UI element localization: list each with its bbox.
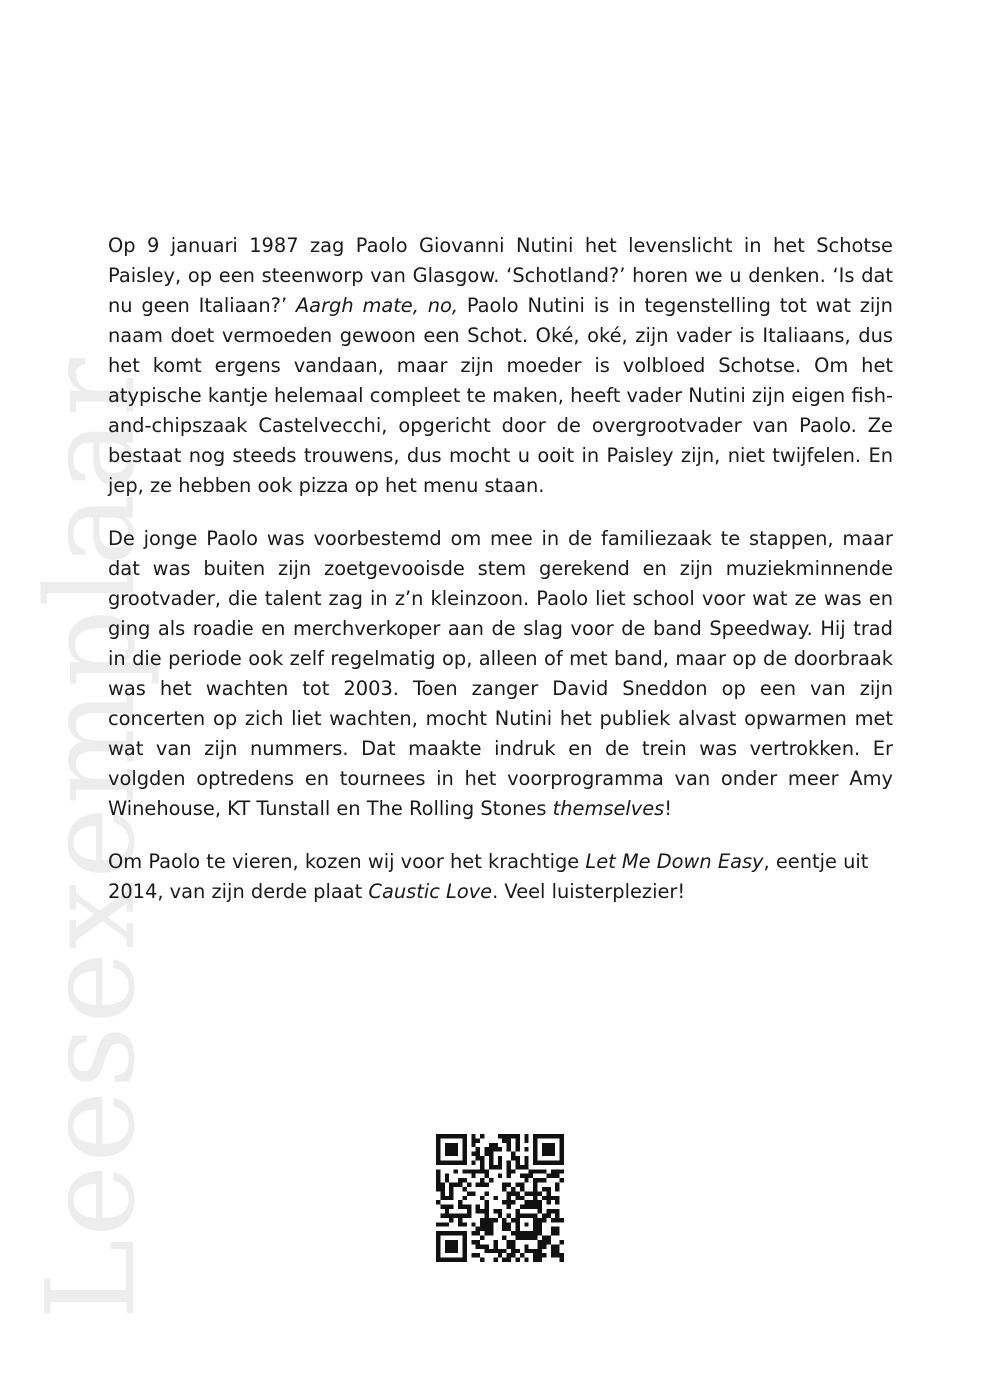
paragraph-intro — [108, 231, 893, 501]
song-title: Let Me Down Easy — [585, 850, 764, 873]
paragraph-text: ! — [664, 797, 673, 820]
paragraph-text: Op 9 januari 1987 zag Paolo Giovanni Nutini het levenslicht in het Schotse Paisley, op een steenworp van Glasgow. ‘Schotland?’ horen we u denken. ‘Is dat nu geen Italiaan?’ — [108, 234, 893, 317]
paragraph-text: , eentje uit 2014, van zijn derde plaat — [108, 850, 869, 903]
qr-code-icon[interactable] — [436, 1134, 564, 1262]
paragraph-text: Om Paolo te vieren, kozen wij voor het krachtige — [108, 850, 586, 873]
qr-code-graphic — [436, 1134, 564, 1262]
paragraph-career — [108, 524, 893, 824]
italic-phrase: Aargh mate, no, — [295, 294, 459, 317]
album-title: Caustic Love — [368, 880, 493, 903]
watermark-text: Leesexemplaar — [20, 356, 162, 1320]
paragraph-text: . Veel luisterplezier! — [492, 880, 686, 903]
paragraph-song — [108, 847, 893, 907]
article-body — [108, 231, 893, 930]
paragraph-text: Paolo Nutini is in tegenstelling tot wat zijn naam doet vermoeden gewoon een Schot. Oké, oké, zijn vader is Italiaans, dus het komt ergens vandaan, maar zijn moeder is volbloed Schotse. Om het atypische kantje helemaal compleet te maken, heeft vader Nutini zijn eigen fish-and-chipszaak Castelvecchi, opgericht door de overgrootvader van Paolo. Ze bestaat nog steeds trouwens, dus mocht u ooit in Paisley zijn, niet twijfelen. En jep, ze hebben ook pizza op het menu staan. — [108, 294, 893, 497]
paragraph-text: De jonge Paolo was voorbestemd om mee in de familiezaak te stappen, maar dat was buiten zijn zoetgevooisde stem gerekend en zijn muziekminnende grootvader, die talent zag in z’n kleinzoon. Paolo liet school voor wat ze was en ging als roadie en merchverkoper aan de slag voor de band Speedway. Hij trad in die periode ook zelf regelmatig op, alleen of met band, maar op de doorbraak was het wachten tot 2003. Toen zanger David Sneddon op een van zijn concerten op zich liet wachten, mocht Nutini het publiek alvast opwarmen met wat van zijn nummers. Dat maakte indruk en de trein was vertrokken. Er volgden optredens en tournees in het voorprogramma van onder meer Amy Winehouse, KT Tunstall en The Rolling Stones — [108, 527, 893, 820]
italic-phrase: themselves — [552, 797, 665, 820]
